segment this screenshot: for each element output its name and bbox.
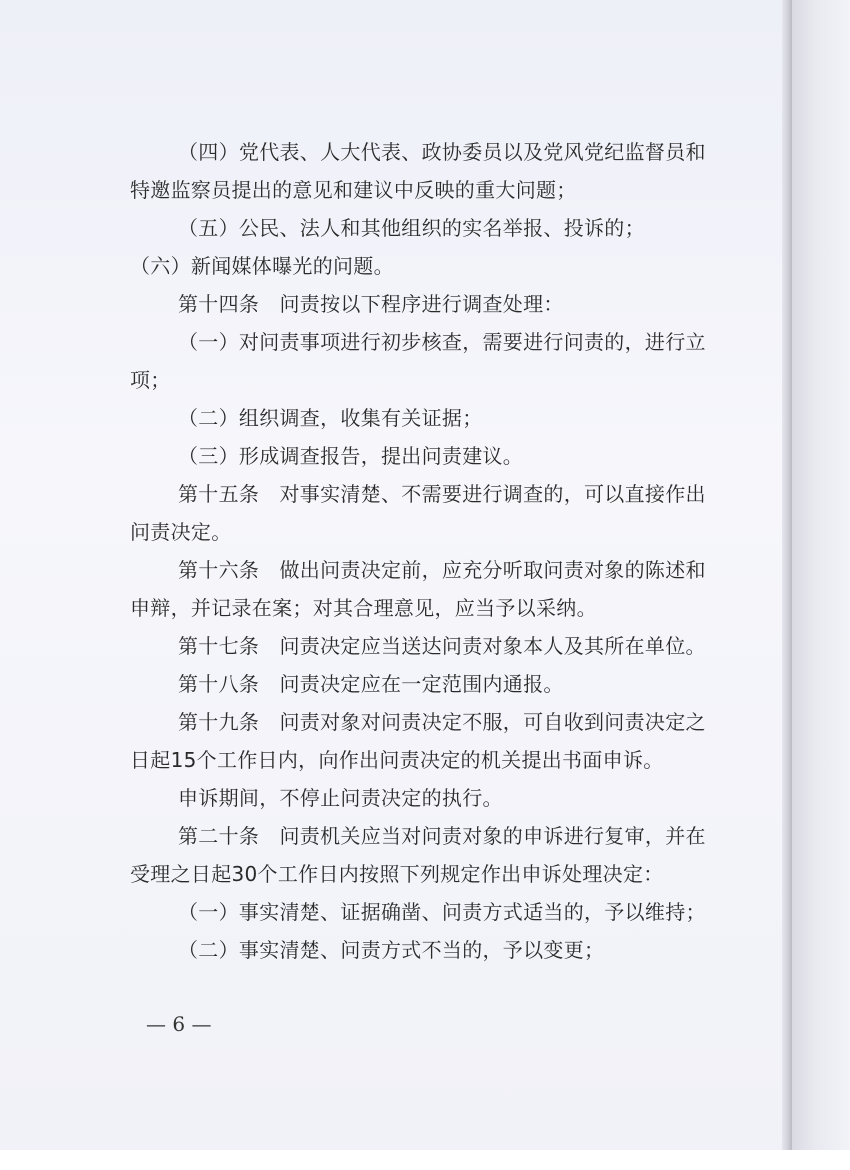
text-line: （六）新闻媒体曝光的问题。 [130,254,394,278]
text-line: （二）事实清楚、问责方式不当的，予以变更； [178,938,605,962]
text-line: 第十九条 问责对象对问责决定不服，可自收到问责决定之 [178,710,706,734]
text-line: 第十六条 做出问责决定前，应充分听取问责对象的陈述和 [178,558,706,582]
text-line: 申诉期间，不停止问责决定的执行。 [178,786,503,810]
text-line: 申辩，并记录在案；对其合理意见，应当予以采纳。 [130,596,597,620]
page-number: — 6 — [146,1012,212,1036]
text-line: 受理之日起30个工作日内按照下列规定作出申诉处理决定： [130,862,664,886]
text-line: （三）形成调查报告，提出问责建议。 [178,444,524,468]
adjacent-page-edge [792,0,850,1170]
text-line: （四）党代表、人大代表、政协委员以及党风党纪监督员和 [178,140,706,164]
text-line: 第十七条 问责决定应当送达问责对象本人及其所在单位。 [178,634,706,658]
text-line: （一）事实清楚、证据确凿、问责方式适当的，予以维持； [178,900,706,924]
text-line: 问责决定。 [130,520,232,544]
scan-bottom-margin [0,1150,850,1170]
text-line: （二）组织调查，收集有关证据； [178,406,483,430]
text-line: 特邀监察员提出的意见和建议中反映的重大问题； [130,178,577,202]
text-line: 第十四条 问责按以下程序进行调查处理： [178,292,564,316]
text-line: 项； [130,368,171,392]
text-line: 第二十条 问责机关应当对问责对象的申诉进行复审，并在 [178,824,706,848]
text-line: 第十八条 问责决定应在一定范围内通报。 [178,672,564,696]
text-line: 第十五条 对事实清楚、不需要进行调查的，可以直接作出 [178,482,706,506]
text-line: 日起15个工作日内，向作出问责决定的机关提出书面申诉。 [130,748,664,772]
text-line: （五）公民、法人和其他组织的实名举报、投诉的； [178,216,645,240]
text-line: （一）对问责事项进行初步核查，需要进行问责的，进行立 [178,330,706,354]
